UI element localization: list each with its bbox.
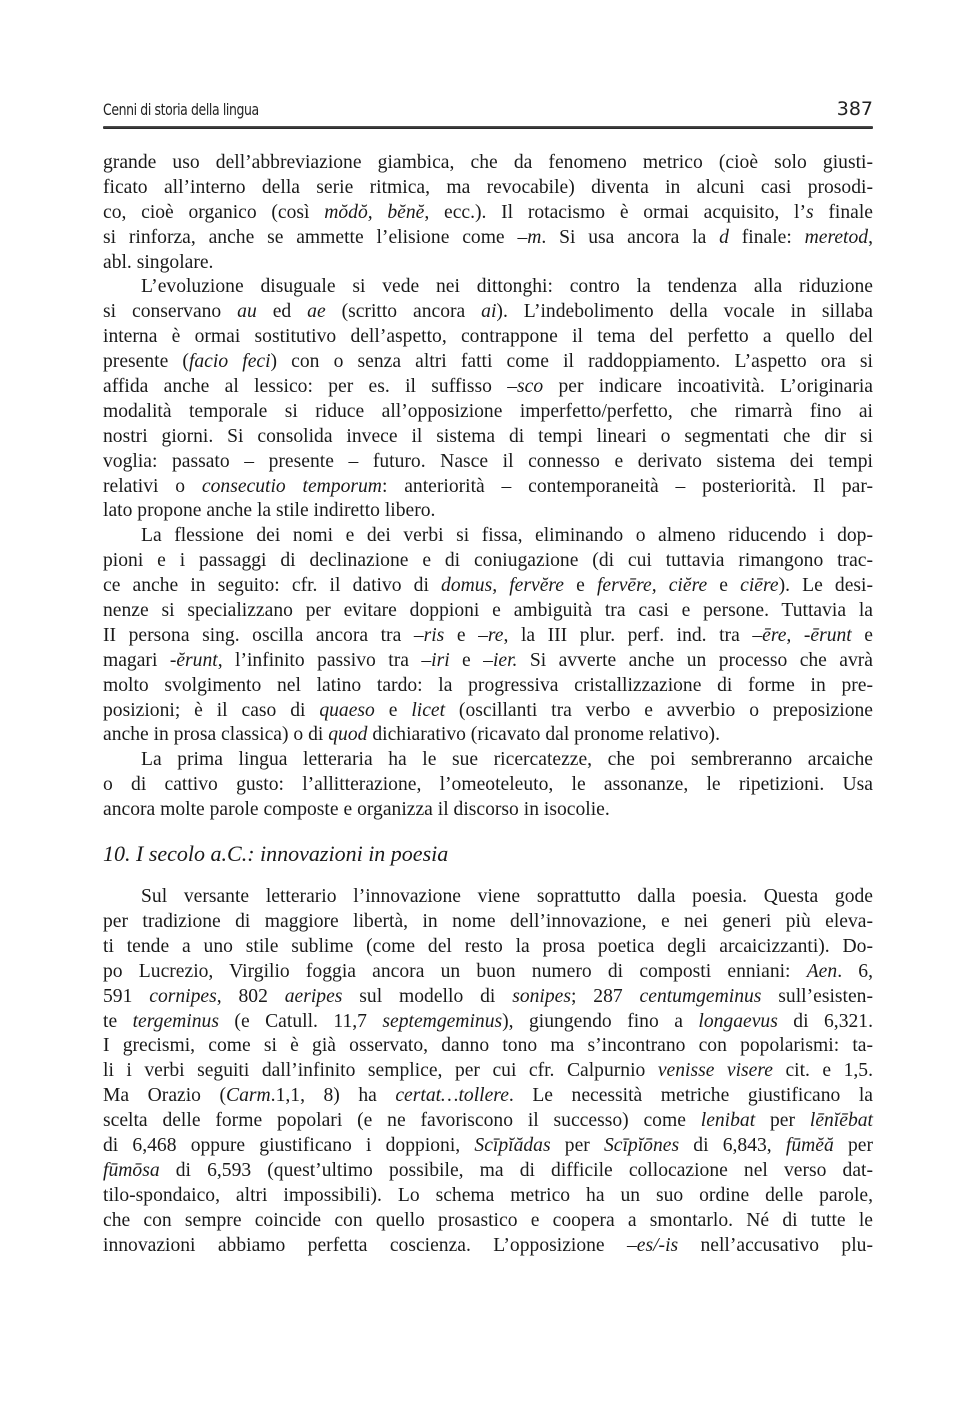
text-line [103, 226, 873, 251]
italic-term: cornipes [149, 985, 217, 1007]
text-run: dichiarativo (ricavato dal pronome relativo). [367, 724, 720, 746]
text-run: interna è ormai sostitutivo dell’aspetto, contrappone il tema del perfetto a quello del [103, 326, 873, 348]
italic-term: d [719, 226, 729, 248]
text-run: abl. singolare. [103, 251, 214, 273]
italic-term: consecutio temporum [201, 475, 382, 497]
text-line [103, 450, 873, 475]
italic-term: Carm [226, 1085, 271, 1107]
text-line [103, 275, 873, 300]
text-line [103, 1134, 873, 1159]
italic-term: –sco [507, 376, 544, 398]
italic-term: ai [481, 301, 497, 323]
text-line [103, 773, 873, 798]
italic-term: facio feci [188, 351, 271, 373]
italic-term: ae [307, 301, 326, 323]
text-run: cit. e 1,5. [772, 1060, 874, 1082]
text-run: molto svolgimento nel latino tardo: la progressiva cristallizzazione di forme in pre- [103, 674, 873, 696]
text-run: . Le necessità metriche giustificano la [508, 1085, 874, 1107]
italic-term: Aen [806, 960, 838, 982]
text-run: di 6,843, [679, 1134, 786, 1156]
italic-term: –re [478, 624, 504, 646]
text-run: lato propone anche la stile indiretto libero. [103, 500, 436, 522]
text-line [103, 151, 873, 176]
italic-term: venisse visere [657, 1060, 773, 1082]
text-line [103, 649, 873, 674]
text-line [103, 176, 873, 201]
text-line [103, 425, 873, 450]
text-line [103, 624, 873, 649]
text-run: relativi o [103, 475, 202, 497]
italic-term: certat…tollere [395, 1085, 509, 1107]
italic-term: septemgeminus [382, 1010, 503, 1032]
text-run: co, cioè organico (così [103, 201, 325, 223]
text-run: per [550, 1134, 604, 1156]
text-line [103, 300, 873, 325]
text-run: te [103, 1010, 133, 1032]
paragraph [103, 748, 873, 823]
text-line [103, 674, 873, 699]
text-run: si conservano [103, 301, 238, 323]
text-line [103, 325, 873, 350]
italic-term: aeripes [284, 985, 343, 1007]
italic-term: Scīpĭōnes [604, 1134, 680, 1156]
text-line [103, 1184, 873, 1209]
text-run: Si avverte anche un processo che avrà [517, 649, 874, 671]
paragraph [103, 524, 873, 748]
italic-term: centumgeminus [639, 985, 762, 1007]
text-run: e [851, 624, 873, 646]
text-run: e [374, 699, 412, 721]
text-run: nell’accusativo plu- [678, 1234, 873, 1256]
text-line [103, 1034, 873, 1059]
text-run: scelta delle forme popolari (e ne favoriscono il successo) come [103, 1110, 701, 1132]
italic-term: lēnĭēbat [809, 1110, 873, 1132]
text-line [103, 985, 873, 1010]
text-run: di 6,593 (quest’ultimo possibile, ma di difficile collocazione nel verso dat- [159, 1159, 873, 1181]
text-run: sul modello di [342, 985, 513, 1007]
text-line [103, 885, 873, 910]
text-line [103, 350, 873, 375]
italic-term: s [806, 201, 814, 223]
text-run: Sul versante letterario l’innovazione viene soprattutto dalla poesia. Questa gode [141, 886, 873, 908]
italic-term: mŏdŏ, bĕnĕ [324, 201, 425, 223]
text-line [103, 251, 873, 276]
text-line [103, 1209, 873, 1234]
italic-term: Scīpĭădas [474, 1134, 551, 1156]
text-run: , la III plur. perf. ind. tra [503, 624, 753, 646]
text-line [103, 201, 873, 226]
italic-term: tergeminus [132, 1010, 219, 1032]
text-line [103, 1059, 873, 1084]
text-run: o di cattivo gusto: l’allitterazione, l’omeoteleuto, le assonanze, le ripetizioni. Usa [103, 774, 873, 796]
text-run: si rinforza, anche se ammette l’elisione come [103, 226, 518, 248]
text-run: tilo-spondaico, altri impossibili). Lo schema metrico ha un suo ordine delle parole, [103, 1184, 873, 1206]
text-line [103, 699, 873, 724]
text-run: voglia: passato – presente – futuro. Nasce il connesso e derivato sistema dei tempi [103, 450, 873, 472]
text-line [103, 1159, 873, 1184]
italic-term: –ris [413, 624, 445, 646]
text-run: nenze si specializzano per evitare doppioni e ambiguità tra casi e persone. Tuttavia la [103, 600, 873, 622]
text-line [103, 723, 873, 748]
text-run: II persona sing. oscilla ancora tra [103, 624, 414, 646]
text-line [103, 910, 873, 935]
text-run: ed [256, 301, 308, 323]
text-run: ) con o senza altri fatti come il raddoppiamento. L’aspetto ora si [270, 351, 874, 373]
text-run: I grecismi, come si è già osservato, danno tono ma s’incontrano con popolarismi: ta- [103, 1035, 873, 1057]
italic-term: quod [328, 724, 368, 746]
text-run: per [755, 1110, 810, 1132]
italic-term: longaevus [698, 1010, 778, 1032]
text-line [103, 1084, 873, 1109]
text-run: pioni e i passaggi di declinazione e di coniugazione (di cui tuttavia rimangono trac- [103, 550, 873, 572]
text-run: (scritto ancora [325, 301, 482, 323]
text-run: finale [813, 201, 873, 223]
header-rule [103, 126, 873, 129]
text-run: . Si usa ancora la [541, 226, 720, 248]
text-line [103, 499, 873, 524]
text-line [103, 574, 873, 599]
text-run: sull’esisten- [761, 985, 873, 1007]
italic-term: sonipes [512, 985, 571, 1007]
text-line [103, 475, 873, 500]
text-run: ; 287 [570, 985, 640, 1007]
text-run: di 6,468 oppure giustificano i doppioni, [103, 1134, 475, 1156]
text-line [103, 375, 873, 400]
text-run: e [444, 624, 479, 646]
text-line [103, 935, 873, 960]
text-run: , 802 [216, 985, 285, 1007]
text-run: nostri giorni. Si consolida invece il sistema di tempi lineari o segmentati che dir si [103, 425, 873, 447]
text-run: , l’infinito passivo tra [217, 649, 422, 671]
italic-term: ciēre [740, 575, 779, 597]
text-run: per tradizione di maggiore libertà, in nome dell’innovazione, e nei generi più eleva- [103, 910, 873, 932]
text-run: posizioni; è il caso di [103, 699, 320, 721]
text-line [103, 400, 873, 425]
italic-term: fūmōsa [103, 1159, 160, 1181]
text-line [103, 748, 873, 773]
text-run: Ma Orazio ( [103, 1085, 227, 1107]
paragraph [103, 275, 873, 524]
italic-term: fūmĕă [785, 1134, 834, 1156]
text-run: ce anche in seguito: cfr. il dativo di [103, 575, 442, 597]
text-run: innovazioni abbiamo perfetta coscienza. L’opposizione [103, 1234, 627, 1256]
text-run: L’evoluzione disuguale si vede nei dittonghi: contro la tendenza alla riduzione [141, 276, 873, 298]
text-run: e [564, 575, 597, 597]
text-run: per indicare incoatività. L’originaria [543, 376, 873, 398]
text-run: ancora molte parole composte e organizza il discorso in isocolie. [103, 799, 610, 821]
paragraph [103, 885, 873, 1258]
italic-term: -ĕrunt [169, 649, 218, 671]
text-run: ti tende a uno stile sublime (come del resto la prosa poetica degli arcaicizzanti). Do- [103, 935, 873, 957]
text-run: . 6, [837, 960, 873, 982]
text-run: e [449, 649, 484, 671]
italic-term: fervēre, ciĕre [596, 575, 708, 597]
italic-term: –es/-is [626, 1234, 679, 1256]
text-line [103, 960, 873, 985]
text-run: di 6,321. [777, 1010, 873, 1032]
italic-term: meretod [804, 226, 869, 248]
text-run: : anteriorità – contemporaneità – posteriorità. Il par- [381, 475, 873, 497]
italic-term: –ier. [483, 649, 518, 671]
text-run: ficato all’interno della serie ritmica, ma revocabile) diventa in alcuni casi prosodi- [103, 176, 873, 198]
text-run: per [833, 1134, 873, 1156]
text-run: po Lucrezio, Virgilio foggia ancora un buon numero di composti enniani: [103, 960, 807, 982]
text-run: affida anche al lessico: per es. il suffisso [103, 376, 508, 398]
text-run: 591 [103, 985, 150, 1007]
text-run: grande uso dell’abbreviazione giambica, che da fenomeno metrico (cioè solo giusti- [103, 152, 873, 173]
text-line [103, 1109, 873, 1134]
text-run: (e Catull. 11,7 [218, 1010, 383, 1032]
italic-term: au [237, 301, 257, 323]
paragraph [103, 151, 873, 275]
italic-term: licet [411, 699, 446, 721]
text-line [103, 524, 873, 549]
text-line [103, 549, 873, 574]
text-run: ), giungendo fino a [502, 1010, 699, 1032]
text-run: La flessione dei nomi e dei verbi si fissa, eliminando o almeno riducendo i dop- [141, 525, 873, 547]
text-run: , [868, 226, 873, 248]
text-run: ). L’indebolimento della vocale in sillaba [496, 301, 874, 323]
text-run: modalità temporale si riduce all’opposizione imperfetto/perfetto, che rimarrà fino ai [103, 400, 873, 422]
text-run: La prima lingua letteraria ha le sue ricercatezze, che poi sembreranno arcaiche [141, 749, 873, 771]
text-run: e [707, 575, 741, 597]
italic-term: –iri [421, 649, 450, 671]
running-head-title: Cenni di storia della lingua [103, 100, 259, 119]
text-run: magari [103, 649, 170, 671]
italic-term: domus, fervĕre [441, 575, 564, 597]
text-line [103, 599, 873, 624]
text-run: (oscillanti tra verbo e avverbio o preposizione [445, 699, 873, 721]
text-line [103, 1234, 873, 1259]
text-run: presente ( [103, 351, 189, 373]
italic-term: –ēre, -ērunt [752, 624, 852, 646]
italic-term: –m [517, 226, 542, 248]
italic-term: lenibat [700, 1110, 756, 1132]
text-run: li i verbi seguiti dall’infinito semplice, per cui cfr. Calpurnio [103, 1060, 658, 1082]
page-number: 387 [836, 98, 873, 120]
text-run: che con sempre coincide con quello prosastico e coopera a smontarlo. Né di tutte le [103, 1209, 873, 1231]
text-run: anche in prosa classica) o di [103, 724, 329, 746]
text-run: ). Le desi- [778, 575, 873, 597]
running-head [103, 98, 873, 128]
text-run: .1,1, 8) ha [270, 1085, 396, 1107]
section-heading: 10. I secolo a.C.: innovazioni in poesia [103, 841, 449, 867]
italic-term: quaeso [319, 699, 375, 721]
text-run: , ecc.). Il rotacismo è ormai acquisito, l’ [424, 201, 807, 223]
text-line [103, 1010, 873, 1035]
body-text [103, 151, 873, 1258]
text-line [103, 798, 873, 823]
text-run: finale: [728, 226, 805, 248]
